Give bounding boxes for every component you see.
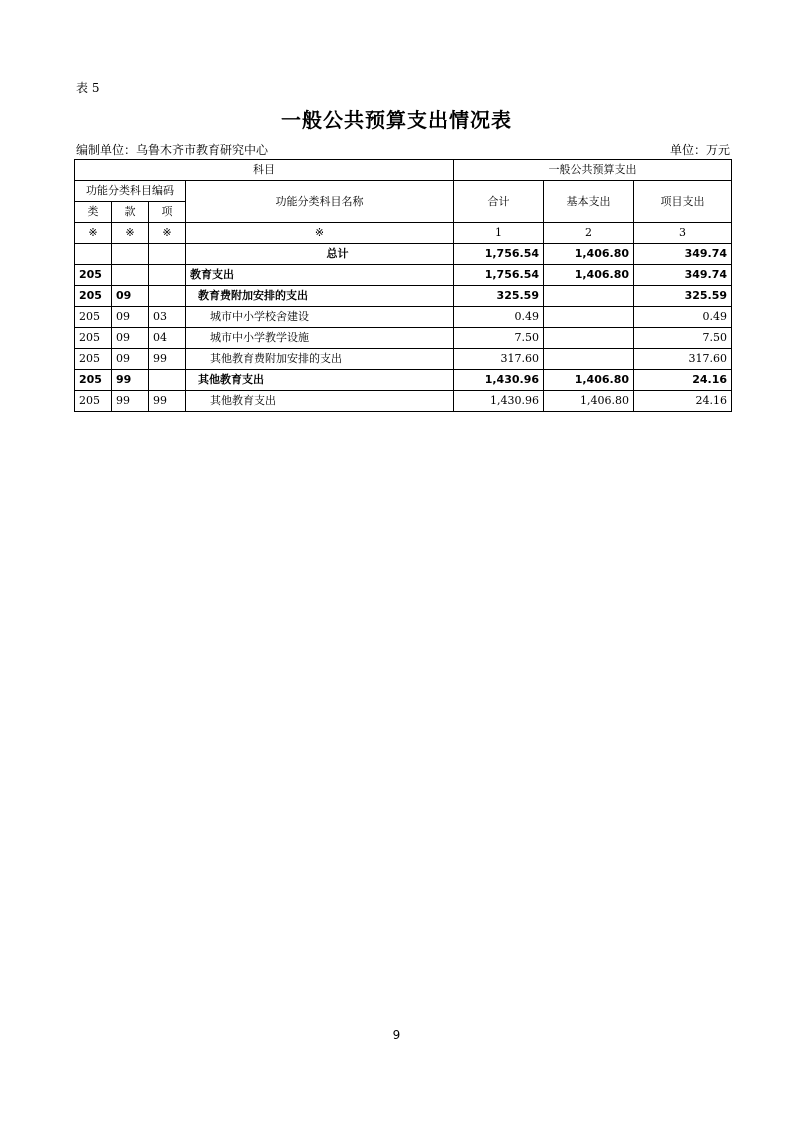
cell-kuan: 09: [112, 349, 149, 370]
cell-basic: 1,406.80: [544, 244, 634, 265]
table-row: [75, 265, 732, 286]
cell-lei: [75, 244, 112, 265]
cell-basic: [544, 286, 634, 307]
cell-lei: 205: [75, 286, 112, 307]
header-kuan: 款: [112, 202, 149, 223]
header-name: 功能分类科目名称: [186, 181, 454, 223]
cell-name: 城市中小学校舍建设: [186, 307, 454, 328]
table-row: [75, 328, 732, 349]
cell-project: 24.16: [634, 370, 732, 391]
cell-name: 其他教育费附加安排的支出: [186, 349, 454, 370]
cell-xiang: [149, 244, 186, 265]
header-total: 合计: [454, 181, 544, 223]
cell-xiang: 99: [149, 349, 186, 370]
page-number: 9: [392, 1028, 401, 1042]
cell-kuan: 99: [112, 370, 149, 391]
cell-basic: [544, 328, 634, 349]
cell-basic: 1,406.80: [544, 370, 634, 391]
cell-xiang: [149, 370, 186, 391]
cell-basic: 1,406.80: [544, 265, 634, 286]
header-lei: 类: [75, 202, 112, 223]
cell-project: 349.74: [634, 265, 732, 286]
page-title: 一般公共预算支出情况表: [281, 108, 512, 132]
cell-kuan: 09: [112, 328, 149, 349]
cell-xiang: 03: [149, 307, 186, 328]
mark-kuan: ※: [112, 223, 149, 244]
col-number-1: 1: [454, 223, 544, 244]
cell-total: 1,756.54: [454, 265, 544, 286]
header-subject: 科目: [75, 160, 454, 181]
mark-lei: ※: [75, 223, 112, 244]
cell-basic: 1,406.80: [544, 391, 634, 412]
cell-project: 24.16: [634, 391, 732, 412]
cell-xiang: 99: [149, 391, 186, 412]
table-row: [75, 391, 732, 412]
cell-total: 1,430.96: [454, 391, 544, 412]
cell-xiang: [149, 286, 186, 307]
cell-name: 总计: [186, 244, 454, 265]
cell-project: 7.50: [634, 328, 732, 349]
cell-lei: 205: [75, 307, 112, 328]
cell-name: 城市中小学教学设施: [186, 328, 454, 349]
table-row: [75, 349, 732, 370]
cell-name: 教育支出: [186, 265, 454, 286]
cell-project: 325.59: [634, 286, 732, 307]
unit-label: 单位：万元: [669, 143, 730, 157]
cell-total: 317.60: [454, 349, 544, 370]
cell-project: 0.49: [634, 307, 732, 328]
cell-xiang: [149, 265, 186, 286]
cell-kuan: [112, 265, 149, 286]
table-number: 表 5: [76, 81, 100, 95]
cell-name: 教育费附加安排的支出: [186, 286, 454, 307]
cell-total: 7.50: [454, 328, 544, 349]
table-row-total: [75, 244, 732, 265]
cell-lei: 205: [75, 349, 112, 370]
cell-xiang: 04: [149, 328, 186, 349]
cell-lei: 205: [75, 391, 112, 412]
cell-total: 1,756.54: [454, 244, 544, 265]
cell-kuan: [112, 244, 149, 265]
table-row: [75, 370, 732, 391]
budget-table: [74, 159, 732, 412]
cell-basic: [544, 349, 634, 370]
cell-project: 317.60: [634, 349, 732, 370]
mark-xiang: ※: [149, 223, 186, 244]
table-row: [75, 307, 732, 328]
cell-total: 0.49: [454, 307, 544, 328]
cell-name: 其他教育支出: [186, 391, 454, 412]
cell-name: 其他教育支出: [186, 370, 454, 391]
header-code: 功能分类科目编码: [75, 181, 186, 202]
cell-lei: 205: [75, 328, 112, 349]
col-number-3: 3: [634, 223, 732, 244]
cell-lei: 205: [75, 370, 112, 391]
cell-basic: [544, 307, 634, 328]
cell-kuan: 99: [112, 391, 149, 412]
organization-label: 编制单位：乌鲁木齐市教育研究中心: [76, 143, 269, 157]
cell-project: 349.74: [634, 244, 732, 265]
cell-total: 325.59: [454, 286, 544, 307]
header-xiang: 项: [149, 202, 186, 223]
cell-lei: 205: [75, 265, 112, 286]
cell-kuan: 09: [112, 286, 149, 307]
cell-total: 1,430.96: [454, 370, 544, 391]
cell-kuan: 09: [112, 307, 149, 328]
mark-name: ※: [186, 223, 454, 244]
col-number-2: 2: [544, 223, 634, 244]
table-row: [75, 286, 732, 307]
header-budget: 一般公共预算支出: [454, 160, 732, 181]
header-project: 项目支出: [634, 181, 732, 223]
header-basic: 基本支出: [544, 181, 634, 223]
